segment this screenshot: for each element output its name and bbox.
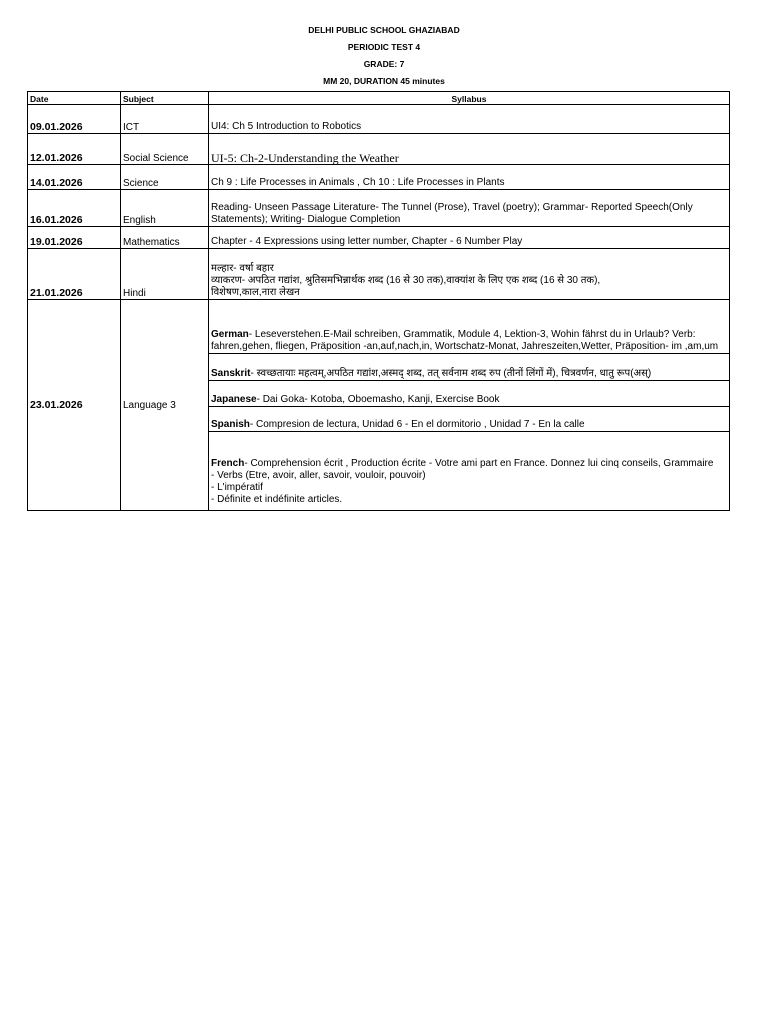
column-header-subject: Subject: [121, 92, 209, 105]
marks-duration: MM 20, DURATION 45 minutes: [323, 76, 445, 86]
column-header-syllabus: Syllabus: [209, 92, 730, 105]
row-date: 23.01.2026: [28, 300, 121, 511]
french-line: - L'impératif: [211, 482, 263, 493]
row-subject: Hindi: [121, 249, 209, 300]
row-syllabus: UI4: Ch 5 Introduction to Robotics: [209, 105, 730, 134]
spanish-label: Spanish: [211, 419, 250, 430]
grade: GRADE: 7: [363, 59, 405, 69]
hindi-line: व्याकरण- अपठित गद्यांश, श्रुतिसमभिन्नार्थक शब्द (16 से 30 तक),वाक्यांश के लिए एक शब्द (16 से 30 तक),: [211, 275, 601, 286]
row-subject: Mathematics: [121, 227, 209, 249]
table-row: [28, 227, 730, 249]
syllabus-sanskrit: [209, 354, 730, 381]
french-text: - Comprehension écrit , Production écrite - Votre ami part en France. Donnez lui cinq conseils, Grammaire: [244, 458, 714, 469]
hindi-line: विशेषण,काल,नारा लेखन: [211, 287, 300, 298]
school-name: DELHI PUBLIC SCHOOL GHAZIABAD: [308, 25, 460, 35]
syllabus-french: [209, 432, 730, 511]
table-row: [28, 190, 730, 227]
row-date: 09.01.2026: [28, 105, 121, 134]
table-row: [28, 134, 730, 165]
row-date: 12.01.2026: [28, 134, 121, 165]
row-date: 21.01.2026: [28, 249, 121, 300]
french-label: French: [211, 458, 245, 469]
row-syllabus: Reading- Unseen Passage Literature- The Tunnel (Prose), Travel (poetry); Grammar- Reported Speech(Only Statements); Writing- Dialogue Completion: [209, 190, 730, 227]
syllabus-spanish: [209, 407, 730, 432]
row-date: 16.01.2026: [28, 190, 121, 227]
column-header-date: Date: [28, 92, 121, 105]
table-row: [28, 165, 730, 190]
german-text: - Leseverstehen.E-Mail schreiben, Grammatik, Module 4, Lektion-3, Wohin fährst du in Urlaub? Verb: fahren,gehen, fliegen, Präposition -an,auf,nach,in, Wortschatz-Monat, Jahreszeiten,Wetter, Präposition- im ,am,um: [211, 329, 719, 352]
syllabus-german: [209, 300, 730, 354]
japanese-text: - Dai Goka- Kotoba, Oboemasho, Kanji, Exercise Book: [256, 394, 500, 405]
table-row: [28, 105, 730, 134]
row-date: 14.01.2026: [28, 165, 121, 190]
schedule-table: [27, 91, 730, 511]
spanish-text: - Compresion de lectura, Unidad 6 - En el dormitorio , Unidad 7 - En la calle: [249, 419, 585, 430]
german-label: German: [211, 329, 249, 340]
row-date: 19.01.2026: [28, 227, 121, 249]
header-row: [28, 92, 730, 105]
sanskrit-text: - स्वच्छतायाः महत्वम्,अपठित गद्यांश,अस्मद् शब्द, तत् सर्वनाम शब्द रुप (तीनों लिंगों में), चित्रवर्णन, धातु रूप(अस्): [250, 368, 652, 379]
row-subject: Language 3: [121, 300, 209, 511]
french-line: - Définite et indéfinite articles.: [211, 494, 343, 505]
row-syllabus: Ch 9 : Life Processes in Animals , Ch 10 : Life Processes in Plants: [209, 165, 730, 190]
row-subject: Science: [121, 165, 209, 190]
french-line: - Verbs (Etre, avoir, aller, savoir, vouloir, pouvoir): [211, 470, 426, 481]
row-subject: Social Science: [121, 134, 209, 165]
hindi-line: मल्हार- वर्षा बहार: [211, 263, 274, 274]
row-syllabus: Chapter - 4 Expressions using letter number, Chapter - 6 Number Play: [209, 227, 730, 249]
header: [0, 22, 768, 90]
sanskrit-label: Sanskrit: [211, 368, 251, 379]
syllabus-japanese: [209, 381, 730, 407]
test-name: PERIODIC TEST 4: [347, 42, 421, 52]
table-row-language-german: [28, 300, 730, 354]
japanese-label: Japanese: [211, 394, 257, 405]
row-syllabus: UI-5: Ch-2-Understanding the Weather: [209, 134, 730, 165]
row-subject: English: [121, 190, 209, 227]
row-subject: ICT: [121, 105, 209, 134]
row-syllabus: [209, 249, 730, 300]
table-row: [28, 249, 730, 300]
